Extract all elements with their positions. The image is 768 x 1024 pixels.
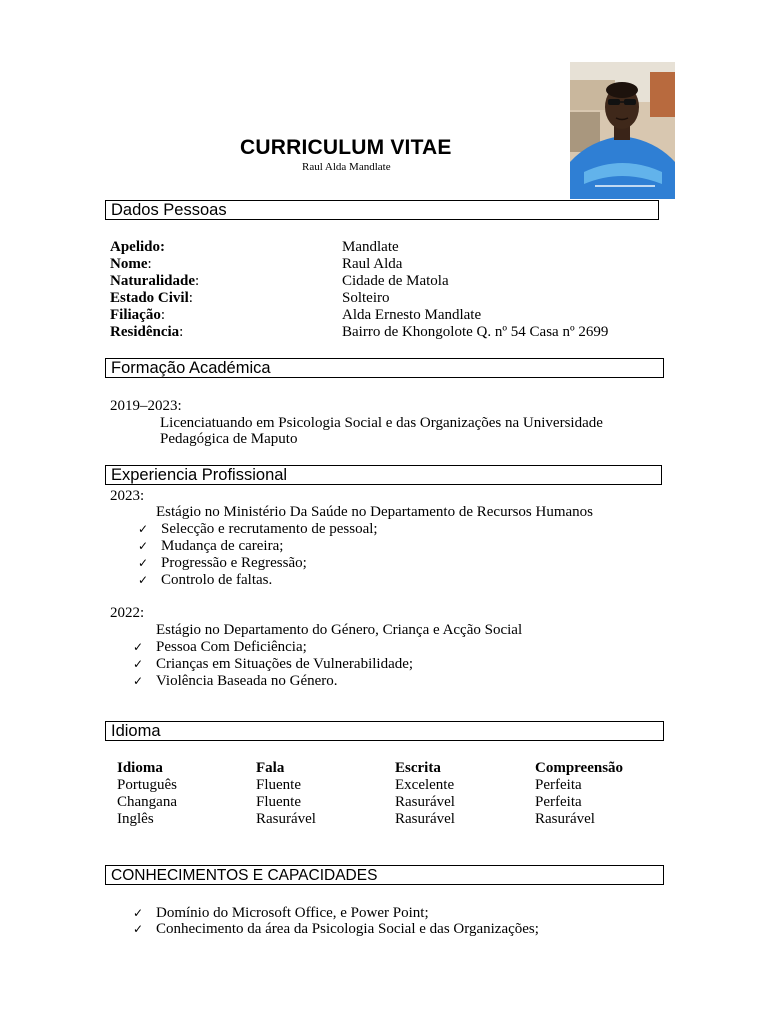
- candidate-name: Raul Alda Mandlate: [302, 161, 391, 173]
- checkmark-icon: ✓: [133, 657, 144, 671]
- section-languages-heading: Idioma: [105, 721, 664, 741]
- table-header-idioma: Idioma: [117, 760, 163, 776]
- checkmark-icon: ✓: [138, 556, 149, 570]
- personal-label-row: [110, 290, 193, 307]
- label-separator: :: [160, 307, 165, 323]
- checkmark-icon: ✓: [133, 922, 144, 936]
- profile-photo-illustration: [570, 62, 675, 199]
- label-separator: :: [160, 239, 166, 255]
- experience-year: 2022:: [110, 605, 145, 621]
- education-period: 2019–2023:: [110, 398, 182, 414]
- checkmark-icon: ✓: [138, 522, 149, 536]
- experience-title: Estágio no Departamento do Género, Criança e Acção Social: [156, 622, 523, 638]
- education-line-1: Licenciatuando em Psicologia Social e das Organizações na Universidade: [160, 415, 603, 431]
- list-item-text: Violência Baseada no Género.: [156, 673, 338, 689]
- list-item-text: Progressão e Regressão;: [161, 555, 307, 571]
- label-nome: Nome: [110, 256, 148, 272]
- checkmark-icon: ✓: [133, 674, 144, 688]
- list-item-text: Pessoa Com Deficiência;: [156, 639, 307, 655]
- experience-title: Estágio no Ministério Da Saúde no Departamento de Recursos Humanos: [156, 504, 593, 520]
- education-line-2: Pedagógica de Maputo: [160, 431, 298, 447]
- table-cell: Inglês: [117, 811, 154, 827]
- label-apelido: Apelido: [110, 239, 161, 255]
- value-naturalidade: Cidade de Matola: [342, 273, 449, 289]
- experience-year: 2023:: [110, 488, 145, 504]
- document-title: CURRICULUM VITAE: [240, 136, 452, 159]
- table-cell: Rasurável: [395, 811, 455, 827]
- table-header-escrita: Escrita: [395, 760, 441, 776]
- label-naturalidade: Naturalidade: [110, 273, 196, 289]
- value-estado-civil: Solteiro: [342, 290, 390, 306]
- table-cell: Rasurável: [256, 811, 316, 827]
- table-cell: Português: [117, 777, 177, 793]
- list-item-text: Conhecimento da área da Psicologia Social e das Organizações;: [156, 921, 539, 937]
- table-cell: Fluente: [256, 777, 301, 793]
- value-filiacao: Alda Ernesto Mandlate: [342, 307, 482, 323]
- section-personal-heading: Dados Pessoas: [105, 200, 659, 220]
- label-separator: :: [195, 273, 200, 289]
- label-filiacao: Filiação: [110, 307, 161, 323]
- label-estado-civil: Estado Civil: [110, 290, 189, 306]
- section-education-heading: Formação Académica: [105, 358, 664, 378]
- label-separator: :: [188, 290, 193, 306]
- table-cell: Perfeita: [535, 777, 582, 793]
- personal-label-row: [110, 256, 152, 273]
- profile-photo: [570, 62, 675, 199]
- list-item-text: Selecção e recrutamento de pessoal;: [161, 521, 378, 537]
- personal-label-row: [110, 239, 165, 256]
- list-item-text: Crianças em Situações de Vulnerabilidade;: [156, 656, 414, 672]
- section-experience-heading: Experiencia Profissional: [105, 465, 662, 485]
- list-item-text: Mudança de careira;: [161, 538, 284, 554]
- table-header-fala: Fala: [256, 760, 285, 776]
- table-cell: Rasurável: [395, 794, 455, 810]
- checkmark-icon: ✓: [138, 539, 149, 553]
- table-cell: Perfeita: [535, 794, 582, 810]
- label-separator: :: [179, 324, 184, 340]
- label-residencia: Residência: [110, 324, 180, 340]
- value-residencia: Bairro de Khongolote Q. nº 54 Casa nº 2699: [342, 324, 609, 340]
- table-cell: Fluente: [256, 794, 301, 810]
- personal-label-row: [110, 324, 183, 341]
- section-skills-heading: CONHECIMENTOS E CAPACIDADES: [105, 865, 664, 885]
- checkmark-icon: ✓: [138, 573, 149, 587]
- label-separator: :: [147, 256, 152, 272]
- list-item-text: Domínio do Microsoft Office, e Power Point;: [156, 905, 429, 921]
- checkmark-icon: ✓: [133, 906, 144, 920]
- table-cell: Changana: [117, 794, 177, 810]
- personal-label-row: [110, 273, 199, 290]
- value-nome: Raul Alda: [342, 256, 403, 272]
- table-cell: Excelente: [395, 777, 455, 793]
- list-item-text: Controlo de faltas.: [161, 572, 273, 588]
- table-header-compreensao: Compreensão: [535, 760, 624, 776]
- checkmark-icon: ✓: [133, 640, 144, 654]
- value-apelido: Mandlate: [342, 239, 399, 255]
- personal-label-row: [110, 307, 165, 324]
- table-cell: Rasurável: [535, 811, 595, 827]
